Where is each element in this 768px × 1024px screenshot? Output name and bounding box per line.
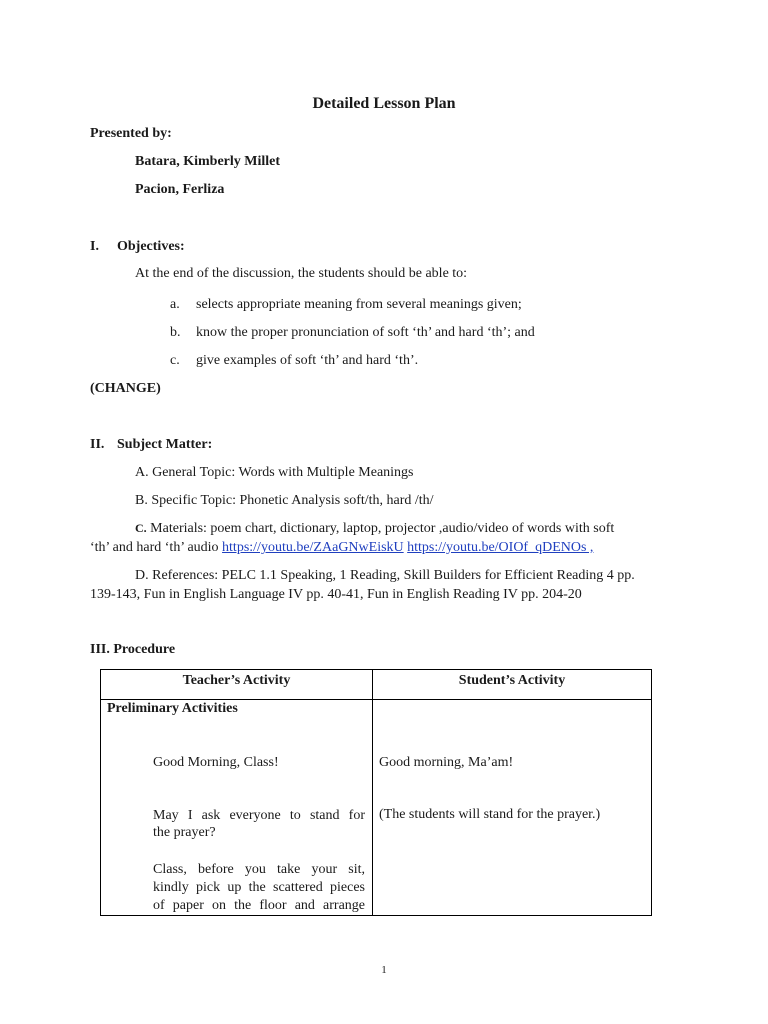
teacher-cell — [101, 700, 373, 916]
table-header-row — [101, 670, 652, 700]
teacher-instruction-line-3: of paper on the floor and arrange — [153, 898, 365, 913]
presented-by-label: Presented by: — [90, 126, 172, 141]
video-link-1[interactable]: https://youtu.be/ZAaGNwEiskU — [222, 540, 404, 555]
teacher-prayer-line-2: the prayer? — [153, 825, 216, 840]
materials-line-2 — [90, 540, 593, 556]
section-heading-subject-matter: Subject Matter: — [117, 437, 213, 452]
student-cell — [373, 700, 652, 916]
teacher-instruction-line-2: kindly pick up the scattered pieces — [153, 880, 365, 895]
presenter-name: Batara, Kimberly Millet — [135, 154, 281, 169]
presenter-name: Pacion, Ferliza — [135, 182, 225, 197]
section-heading-procedure: III. Procedure — [90, 642, 176, 657]
teacher-instruction-line-1: Class, before you take your sit, — [153, 862, 365, 877]
materials-text-2: ‘th’ and hard ‘th’ audio — [90, 540, 219, 555]
section-heading-objectives: Objectives: — [117, 239, 185, 254]
specific-topic: B. Specific Topic: Phonetic Analysis soft/th, hard /th/ — [135, 493, 434, 508]
section-numeral: II. — [90, 437, 105, 452]
materials-text: Materials: poem chart, dictionary, laptop, projector ,audio/video of words with soft — [150, 521, 615, 536]
materials-letter: C. — [135, 521, 147, 535]
objectives-intro: At the end of the discussion, the students should be able to: — [135, 266, 468, 281]
teacher-greeting: Good Morning, Class! — [153, 755, 279, 770]
list-item: selects appropriate meaning from several meanings given; — [196, 297, 522, 312]
list-letter: a. — [170, 297, 180, 312]
materials-line — [135, 521, 614, 537]
preliminary-activities-label: Preliminary Activities — [107, 701, 238, 716]
list-item: know the proper pronunciation of soft ‘th’ and hard ‘th’; and — [196, 325, 535, 340]
student-greeting: Good morning, Ma’am! — [379, 755, 514, 770]
list-letter: b. — [170, 325, 181, 340]
video-link-2[interactable]: https://youtu.be/OIOf_qDENOs , — [407, 540, 594, 555]
section-numeral: I. — [90, 239, 99, 254]
list-item: give examples of soft ‘th’ and hard ‘th’. — [196, 353, 419, 368]
list-letter: c. — [170, 353, 180, 368]
references-line-1: D. References: PELC 1.1 Speaking, 1 Reading, Skill Builders for Efficient Reading 4 pp. — [135, 568, 635, 583]
references-line-2: 139-143, Fun in English Language IV pp. 40-41, Fun in English Reading IV pp. 204-20 — [90, 587, 582, 602]
procedure-table — [100, 669, 652, 916]
change-note: (CHANGE) — [90, 381, 161, 396]
column-header-student: Student’s Activity — [373, 670, 652, 700]
table-row — [101, 700, 652, 916]
general-topic: A. General Topic: Words with Multiple Meanings — [135, 465, 414, 480]
student-prayer: (The students will stand for the prayer.) — [379, 807, 601, 822]
column-header-teacher: Teacher’s Activity — [101, 670, 373, 700]
page-number: 1 — [381, 964, 387, 976]
teacher-prayer-line-1: May I ask everyone to stand for — [153, 808, 365, 823]
page-title: Detailed Lesson Plan — [312, 95, 456, 112]
